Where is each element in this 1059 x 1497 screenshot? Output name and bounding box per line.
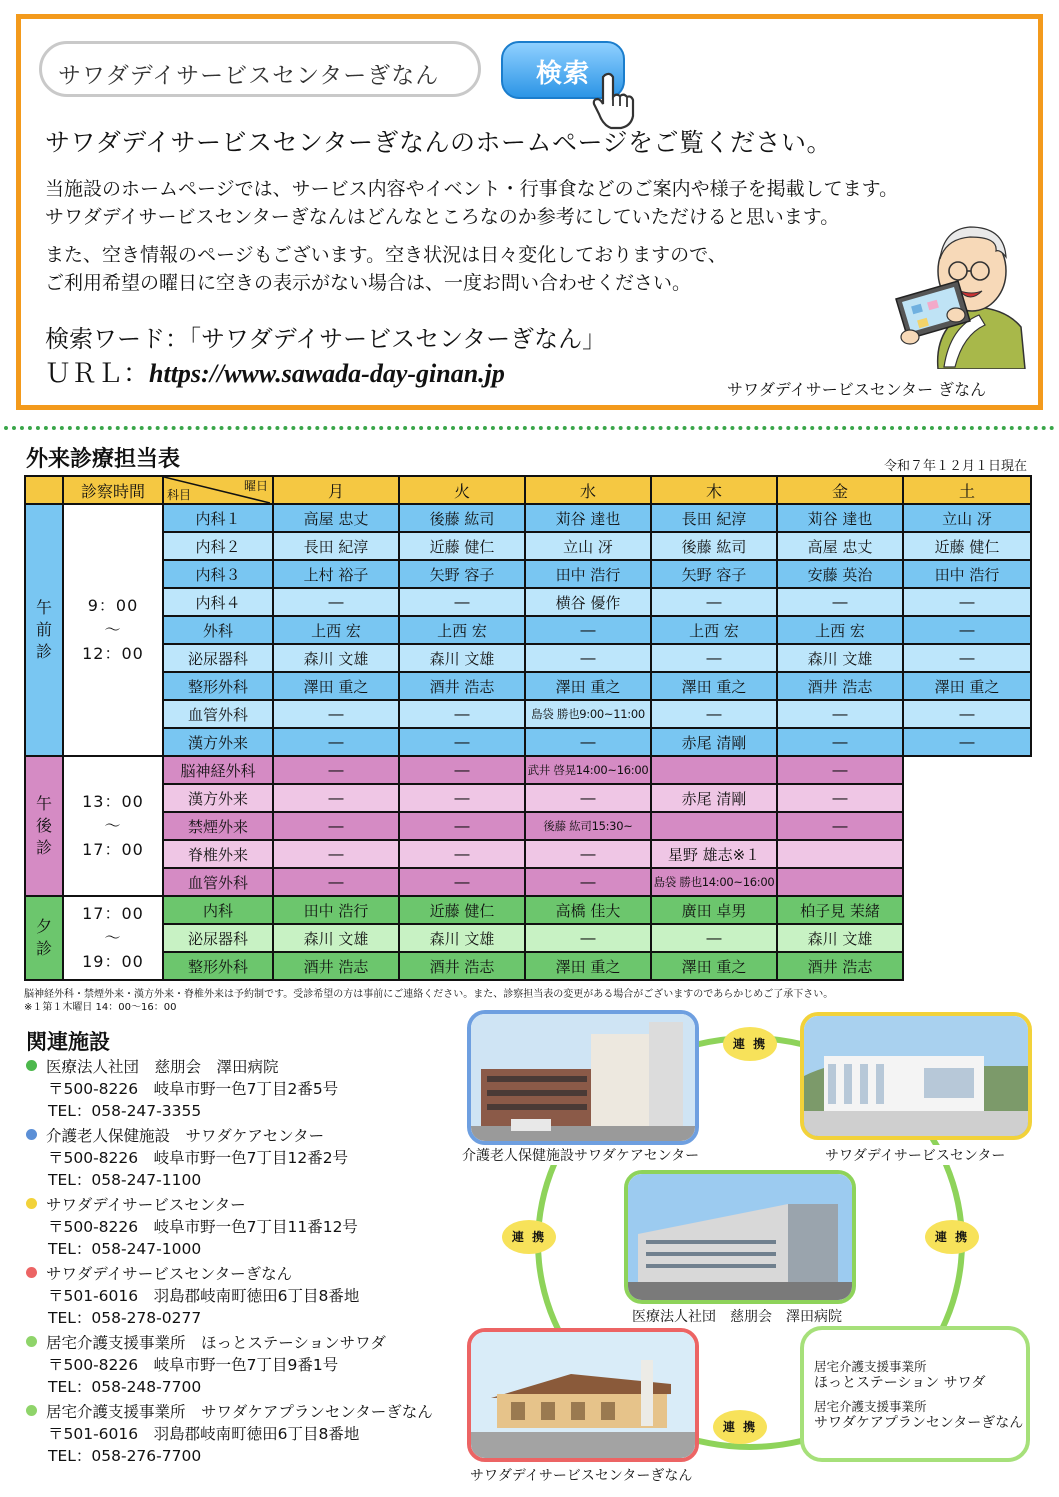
- doctor-cell: 澤田 重之: [525, 952, 651, 980]
- doctor-cell: 高橋 佳大: [525, 896, 651, 924]
- doctor-cell: 上西 宏: [399, 616, 525, 644]
- dept-cell: 漢方外来: [163, 728, 273, 756]
- link-badge-top: 連 携: [723, 1027, 777, 1061]
- session-label-char: 前: [35, 620, 52, 639]
- banner-headline: サワダデイサービスセンターぎなんのホームページをご覧ください。: [45, 128, 833, 157]
- schedule-row: [25, 924, 1031, 952]
- care-office-box: [800, 1326, 1030, 1462]
- intro-line-1: 当施設のホームページでは、サービス内容やイベント・行事食などのご案内や様子を掲載してます。: [45, 178, 899, 200]
- doctor-cell: 矢野 容子: [651, 560, 777, 588]
- doctor-cell: ―: [273, 868, 399, 896]
- empty-cell: [903, 868, 1031, 896]
- session-time: [63, 504, 163, 756]
- dept-cell: 泌尿器科: [163, 924, 273, 952]
- schedule-row: [25, 504, 1031, 532]
- doctor-cell: 澤田 重之: [525, 672, 651, 700]
- session-label-char: 診: [35, 939, 52, 958]
- doctor-cell: 近藤 健仁: [903, 532, 1031, 560]
- office-1-name: ほっとステーション サワダ: [814, 1375, 986, 1391]
- schedule-row: [25, 728, 1031, 756]
- doctor-cell: 高屋 忠丈: [777, 532, 903, 560]
- facility-name-line: [26, 1263, 359, 1285]
- session-label-char: 夕: [35, 917, 52, 936]
- doctor-cell: ―: [399, 588, 525, 616]
- schedule-row: [25, 952, 1031, 980]
- schedule-header-row: [25, 476, 1031, 504]
- search-input[interactable]: サワダデイサービスセンターぎなん: [39, 41, 481, 97]
- link-badge-right: 連 携: [925, 1220, 979, 1254]
- doctor-cell: ―: [525, 728, 651, 756]
- empty-cell: [903, 952, 1031, 980]
- facility-address: 〒501-6016 羽島郡岐南町徳田6丁目8番地: [48, 1287, 360, 1305]
- doctor-cell: 赤尾 清剛: [651, 728, 777, 756]
- header-day: 月: [273, 476, 399, 504]
- doctor-cell: 森川 文雄: [777, 644, 903, 672]
- doctor-cell: ―: [651, 588, 777, 616]
- header-dept-label: 科目: [167, 488, 192, 502]
- office-1-type: 居宅介護支援事業所: [814, 1359, 927, 1374]
- dept-cell: 内科４: [163, 588, 273, 616]
- facility-address: 〒500-8226 岐阜市野一色7丁目9番1号: [48, 1356, 339, 1374]
- session-time-end: 19：00: [82, 952, 144, 971]
- doctor-cell: 武井 啓晃14:00~16:00: [525, 756, 651, 784]
- doctor-cell: ―: [273, 700, 399, 728]
- session-tilde: 〜: [104, 928, 122, 947]
- doctor-cell: ―: [399, 784, 525, 812]
- doctor-cell: ―: [399, 868, 525, 896]
- session-time: [63, 756, 163, 896]
- doctor-cell: 酒井 浩志: [777, 952, 903, 980]
- facility-item: [26, 1194, 358, 1260]
- doctor-cell: ―: [777, 728, 903, 756]
- character-caption: サワダデイサービスセンター ぎなん: [727, 380, 987, 399]
- empty-cell: [903, 812, 1031, 840]
- doctor-cell: ―: [903, 644, 1031, 672]
- doctor-cell: ―: [903, 700, 1031, 728]
- doctor-cell: 澤田 重之: [651, 672, 777, 700]
- empty-cell: [903, 896, 1031, 924]
- dept-cell: 整形外科: [163, 672, 273, 700]
- schedule-row: [25, 784, 1031, 812]
- doctor-cell: [777, 840, 903, 868]
- doctor-cell: ―: [777, 700, 903, 728]
- doctor-cell: 澤田 重之: [651, 952, 777, 980]
- doctor-cell: ―: [273, 588, 399, 616]
- schedule-row: [25, 840, 1031, 868]
- session-label-char: 午: [35, 598, 52, 617]
- schedule-title: 外来診療担当表: [26, 447, 181, 472]
- facility-phone[interactable]: TEL：058-278-0277: [48, 1309, 202, 1327]
- session-time: [63, 896, 163, 980]
- doctor-cell: 近藤 健仁: [399, 896, 525, 924]
- url-link[interactable]: https://www.sawada-day-ginan.jp: [149, 359, 505, 388]
- facility-phone[interactable]: TEL：058-247-1100: [48, 1171, 202, 1189]
- session-time-start: 9：00: [87, 596, 139, 615]
- facility-name-line: [26, 1332, 386, 1354]
- facility-name: 医療法人社団 慈朋会 澤田病院: [46, 1058, 279, 1076]
- facility-address: 〒501-6016 羽島郡岐南町徳田6丁目8番地: [48, 1425, 360, 1443]
- doctor-cell: ―: [399, 700, 525, 728]
- doctor-cell: 酒井 浩志: [273, 952, 399, 980]
- doctor-cell: ―: [273, 756, 399, 784]
- session-label-char: 後: [35, 816, 52, 835]
- doctor-cell: 澤田 重之: [903, 672, 1031, 700]
- header-time: 診察時間: [63, 476, 163, 504]
- vacancy-line-1: また、空き情報のページもございます。空き状況は日々変化しておりますので、: [45, 244, 727, 266]
- ginan-caption: サワダデイサービスセンターぎなん: [470, 1465, 692, 1485]
- doctor-cell: 酒井 浩志: [399, 952, 525, 980]
- doctor-cell: ―: [903, 616, 1031, 644]
- outpatient-schedule-table: [24, 475, 1032, 981]
- facility-name: 居宅介護支援事業所 ほっとステーションサワダ: [46, 1334, 386, 1352]
- doctor-cell: ―: [651, 700, 777, 728]
- doctor-cell: [777, 868, 903, 896]
- session-label: [25, 896, 63, 980]
- doctor-cell: 上西 宏: [273, 616, 399, 644]
- schedule-row: [25, 616, 1031, 644]
- session-label: [25, 756, 63, 896]
- doctor-cell: 立山 冴: [525, 532, 651, 560]
- doctor-cell: 森川 文雄: [399, 924, 525, 952]
- facility-name: 介護老人保健施設 サワダケアセンター: [46, 1127, 325, 1145]
- homepage-url: [45, 353, 505, 390]
- doctor-cell: ―: [903, 588, 1031, 616]
- keyword-value: 「サワダデイサービスセンターぎなん」: [189, 325, 607, 353]
- doctor-cell: 立山 冴: [903, 504, 1031, 532]
- facility-name: 居宅介護支援事業所 サワダケアプランセンターぎなん: [46, 1403, 433, 1421]
- doctor-cell: ―: [399, 728, 525, 756]
- dept-cell: 外科: [163, 616, 273, 644]
- intro-line-2: サワダデイサービスセンターぎなんはどんなところなのか参考にしていただけると思います。: [45, 206, 840, 228]
- search-button[interactable]: 検索: [501, 41, 625, 99]
- doctor-cell: 酒井 浩志: [399, 672, 525, 700]
- dept-cell: 泌尿器科: [163, 644, 273, 672]
- doctor-cell: ―: [273, 728, 399, 756]
- header-day: 木: [651, 476, 777, 504]
- session-time-end: 17：00: [82, 840, 144, 859]
- doctor-cell: ―: [399, 840, 525, 868]
- doctor-cell: ―: [777, 784, 903, 812]
- doctor-cell: 星野 雄志※１: [651, 840, 777, 868]
- doctor-cell: ―: [399, 756, 525, 784]
- hospital-photo: [624, 1170, 856, 1304]
- doctor-cell: ―: [525, 924, 651, 952]
- schedule-row: [25, 868, 1031, 896]
- schedule-row: [25, 896, 1031, 924]
- bullet-icon: [26, 1060, 37, 1071]
- doctor-cell: 赤尾 清剛: [651, 784, 777, 812]
- vacancy-paragraph: [45, 241, 727, 297]
- session-time-end: 12：00: [82, 644, 144, 663]
- office-2-type: 居宅介護支援事業所: [814, 1399, 927, 1414]
- session-tilde: 〜: [104, 816, 122, 835]
- doctor-cell: 廣田 卓男: [651, 896, 777, 924]
- doctor-cell: 森川 文雄: [399, 644, 525, 672]
- dept-cell: 内科: [163, 896, 273, 924]
- dept-cell: 整形外科: [163, 952, 273, 980]
- doctor-cell: ―: [525, 840, 651, 868]
- doctor-cell: ―: [651, 644, 777, 672]
- doctor-cell: ―: [777, 812, 903, 840]
- bullet-icon: [26, 1267, 37, 1278]
- day-service-photo: [800, 1012, 1032, 1140]
- doctor-cell: ―: [525, 616, 651, 644]
- doctor-cell: 森川 文雄: [777, 924, 903, 952]
- empty-cell: [903, 784, 1031, 812]
- schedule-row: [25, 644, 1031, 672]
- doctor-cell: [651, 812, 777, 840]
- elderly-man-tablet-illustration: [876, 219, 1026, 369]
- dept-cell: 内科１: [163, 504, 273, 532]
- doctor-cell: ―: [777, 756, 903, 784]
- doctor-cell: 上村 裕子: [273, 560, 399, 588]
- day-service-caption: サワダデイサービスセンター: [825, 1145, 1005, 1165]
- empty-cell: [903, 924, 1031, 952]
- doctor-cell: 田中 浩行: [525, 560, 651, 588]
- doctor-cell: ―: [273, 840, 399, 868]
- dept-cell: 内科２: [163, 532, 273, 560]
- doctor-cell: 安藤 英治: [777, 560, 903, 588]
- facility-name-line: [26, 1194, 358, 1216]
- session-label-char: 診: [35, 642, 52, 661]
- search-keyword: [45, 319, 606, 354]
- header-day-label: 曜日: [243, 479, 268, 493]
- session-label-char: 午: [35, 794, 52, 813]
- header-day: 金: [777, 476, 903, 504]
- schedule-as-of: 令和７年１２月１日現在: [883, 459, 1027, 474]
- doctor-cell: 苅谷 達也: [525, 504, 651, 532]
- doctor-cell: 苅谷 達也: [777, 504, 903, 532]
- doctor-cell: 近藤 健仁: [399, 532, 525, 560]
- facility-phone[interactable]: TEL：058-247-1000: [48, 1240, 202, 1258]
- header-day: 水: [525, 476, 651, 504]
- doctor-cell: 後藤 紘司15:30~: [525, 812, 651, 840]
- vacancy-line-2: ご利用希望の曜日に空きの表示がない場合は、一度お問い合わせください。: [45, 272, 692, 294]
- schedule-note: [24, 988, 833, 1014]
- doctor-cell: 上西 宏: [651, 616, 777, 644]
- facility-address: 〒500-8226 岐阜市野一色7丁目12番2号: [48, 1149, 349, 1167]
- session-time-start: 17：00: [82, 904, 144, 923]
- doctor-cell: 矢野 容子: [399, 560, 525, 588]
- doctor-cell: 横谷 優作: [525, 588, 651, 616]
- doctor-cell: ―: [273, 784, 399, 812]
- bullet-icon: [26, 1129, 37, 1140]
- bullet-icon: [26, 1198, 37, 1209]
- facility-phone[interactable]: TEL：058-247-3355: [48, 1102, 202, 1120]
- header-day: 火: [399, 476, 525, 504]
- doctor-cell: ―: [903, 728, 1031, 756]
- keyword-label: 検索ワード：: [45, 325, 189, 353]
- hand-cursor-icon: [591, 71, 641, 131]
- facility-item: [26, 1056, 338, 1122]
- session-label-char: 診: [35, 838, 52, 857]
- schedule-row: [25, 532, 1031, 560]
- facility-name-line: [26, 1401, 433, 1423]
- doctor-cell: ―: [525, 868, 651, 896]
- empty-cell: [903, 840, 1031, 868]
- schedule-row: [25, 560, 1031, 588]
- facility-name: サワダデイサービスセンターぎなん: [46, 1265, 293, 1283]
- facility-item: [26, 1125, 348, 1191]
- doctor-cell: 森川 文雄: [273, 924, 399, 952]
- intro-paragraph: [45, 175, 898, 231]
- dept-cell: 脊椎外来: [163, 840, 273, 868]
- schedule-note-2: ※１第１木曜日 14：00～16：00: [24, 1002, 177, 1013]
- dept-cell: 禁煙外来: [163, 812, 273, 840]
- link-badge-left: 連 携: [502, 1220, 556, 1254]
- facility-name-line: [26, 1056, 338, 1078]
- doctor-cell: 後藤 紘司: [399, 504, 525, 532]
- bullet-icon: [26, 1336, 37, 1347]
- facility-item: [26, 1401, 433, 1467]
- schedule-row: [25, 812, 1031, 840]
- homepage-banner: [16, 14, 1043, 410]
- session-time-start: 13：00: [82, 792, 144, 811]
- schedule-row: [25, 756, 1031, 784]
- facility-phone[interactable]: TEL：058-276-7700: [48, 1447, 202, 1465]
- schedule-note-1: 脳神経外科・禁煙外来・漢方外来・脊椎外来は予約制です。受診希望の方は事前にご連絡ください。また、診察担当表の変更がある場合がございますのであらかじめご了承下さい。: [24, 989, 834, 1000]
- doctor-cell: 後藤 紘司: [651, 532, 777, 560]
- doctor-cell: 高屋 忠丈: [273, 504, 399, 532]
- doctor-cell: 長田 紀淳: [651, 504, 777, 532]
- doctor-cell: 島袋 勝也14:00~16:00: [651, 868, 777, 896]
- care-center-photo: [467, 1010, 699, 1145]
- doctor-cell: 上西 宏: [777, 616, 903, 644]
- header-day-dept: [163, 476, 273, 504]
- schedule-row: [25, 672, 1031, 700]
- url-label: ＵＲＬ：: [45, 359, 150, 389]
- header-blank: [25, 476, 63, 504]
- related-facilities-title: 関連施設: [26, 1030, 110, 1054]
- dept-cell: 脳神経外科: [163, 756, 273, 784]
- session-tilde: 〜: [104, 620, 122, 639]
- office-2-name: サワダケアプランセンターぎなん: [814, 1415, 1024, 1431]
- facility-item: [26, 1332, 386, 1398]
- doctor-cell: ―: [525, 784, 651, 812]
- dept-cell: 血管外科: [163, 868, 273, 896]
- hospital-caption: 医療法人社団 慈朋会 澤田病院: [632, 1306, 842, 1326]
- doctor-cell: [651, 756, 777, 784]
- empty-cell: [903, 756, 1031, 784]
- facility-name: サワダデイサービスセンター: [46, 1196, 246, 1214]
- doctor-cell: 島袋 勝也9:00~11:00: [525, 700, 651, 728]
- doctor-cell: ―: [651, 924, 777, 952]
- bullet-icon: [26, 1405, 37, 1416]
- dept-cell: 血管外科: [163, 700, 273, 728]
- facility-address: 〒500-8226 岐阜市野一色7丁目2番5号: [48, 1080, 339, 1098]
- facility-name-line: [26, 1125, 348, 1147]
- doctor-cell: 澤田 重之: [273, 672, 399, 700]
- care-center-caption: 介護老人保健施設サワダケアセンター: [462, 1145, 699, 1165]
- doctor-cell: ―: [273, 812, 399, 840]
- link-badge-bottom: 連 携: [713, 1410, 767, 1444]
- dotted-divider: [4, 426, 1055, 430]
- facility-address: 〒500-8226 岐阜市野一色7丁目11番12号: [48, 1218, 358, 1236]
- doctor-cell: 柏子見 茉緒: [777, 896, 903, 924]
- doctor-cell: ―: [399, 812, 525, 840]
- doctor-cell: 森川 文雄: [273, 644, 399, 672]
- facility-item: [26, 1263, 359, 1329]
- doctor-cell: 田中 浩行: [273, 896, 399, 924]
- doctor-cell: 田中 浩行: [903, 560, 1031, 588]
- schedule-row: [25, 700, 1031, 728]
- doctor-cell: 長田 紀淳: [273, 532, 399, 560]
- dept-cell: 漢方外来: [163, 784, 273, 812]
- schedule-row: [25, 588, 1031, 616]
- doctor-cell: 酒井 浩志: [777, 672, 903, 700]
- header-day: 土: [903, 476, 1031, 504]
- session-label: [25, 504, 63, 756]
- doctor-cell: ―: [777, 588, 903, 616]
- dept-cell: 内科３: [163, 560, 273, 588]
- doctor-cell: ―: [525, 644, 651, 672]
- ginan-photo: [467, 1328, 699, 1462]
- facility-phone[interactable]: TEL：058-248-7700: [48, 1378, 202, 1396]
